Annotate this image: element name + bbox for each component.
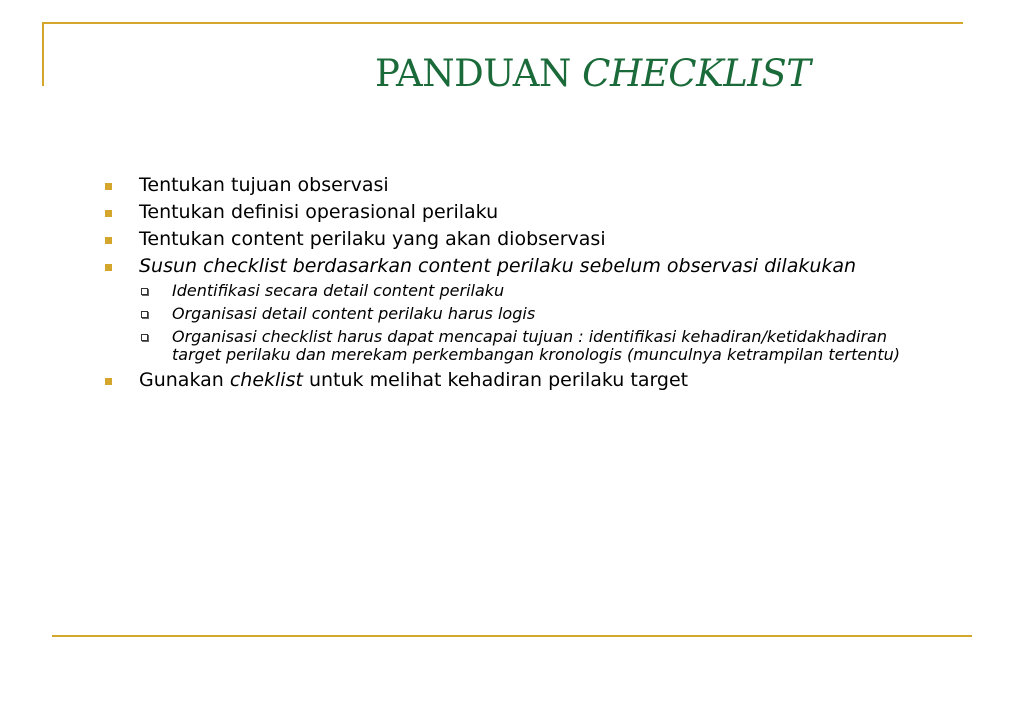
- list-item: [105, 229, 905, 250]
- list-item-text: Tentukan content perilaku yang akan diobservasi: [139, 228, 606, 250]
- square-bullet-icon: [105, 210, 112, 217]
- square-bullet-icon: [105, 264, 112, 271]
- slide-title: [0, 52, 1023, 95]
- list-item-text-before: Gunakan: [139, 369, 230, 391]
- hollow-square-bullet-icon: [141, 311, 148, 318]
- frame-top-line: [42, 22, 963, 24]
- title-part-1: PANDUAN: [375, 52, 583, 95]
- sub-list-item: [105, 282, 905, 300]
- sub-list-item: [105, 305, 905, 323]
- square-bullet-icon: [105, 378, 112, 385]
- list-item-text: Susun checklist berdasarkan content perilaku sebelum observasi dilakukan: [139, 255, 857, 277]
- frame-bottom-line: [52, 635, 972, 637]
- list-item: [105, 370, 905, 391]
- square-bullet-icon: [105, 183, 112, 190]
- bullet-list: [105, 175, 905, 397]
- sub-list: [105, 282, 905, 364]
- list-item-text-after: untuk melihat kehadiran perilaku target: [302, 369, 689, 391]
- square-bullet-icon: [105, 237, 112, 244]
- sub-list-item-text: Organisasi detail content perilaku harus logis: [172, 304, 536, 323]
- sub-list-item-text: Organisasi checklist harus dapat mencapai tujuan : identifikasi kehadiran/ketidakhadiran target perilaku dan merekam perkembangan kronologis (munculnya ketrampilan tertentu): [172, 327, 900, 364]
- list-item-text: Tentukan definisi operasional perilaku: [139, 201, 499, 223]
- sub-list-item: [105, 328, 905, 364]
- sub-list-item-text: Identifikasi secara detail content perilaku: [172, 281, 505, 300]
- list-item: [105, 175, 905, 196]
- list-item: [105, 202, 905, 223]
- list-item-text-italic: cheklist: [229, 369, 303, 391]
- hollow-square-bullet-icon: [141, 334, 148, 341]
- hollow-square-bullet-icon: [141, 288, 148, 295]
- title-part-2: CHECKLIST: [582, 52, 811, 95]
- list-item-text: Tentukan tujuan observasi: [139, 174, 389, 196]
- list-item: [105, 256, 905, 277]
